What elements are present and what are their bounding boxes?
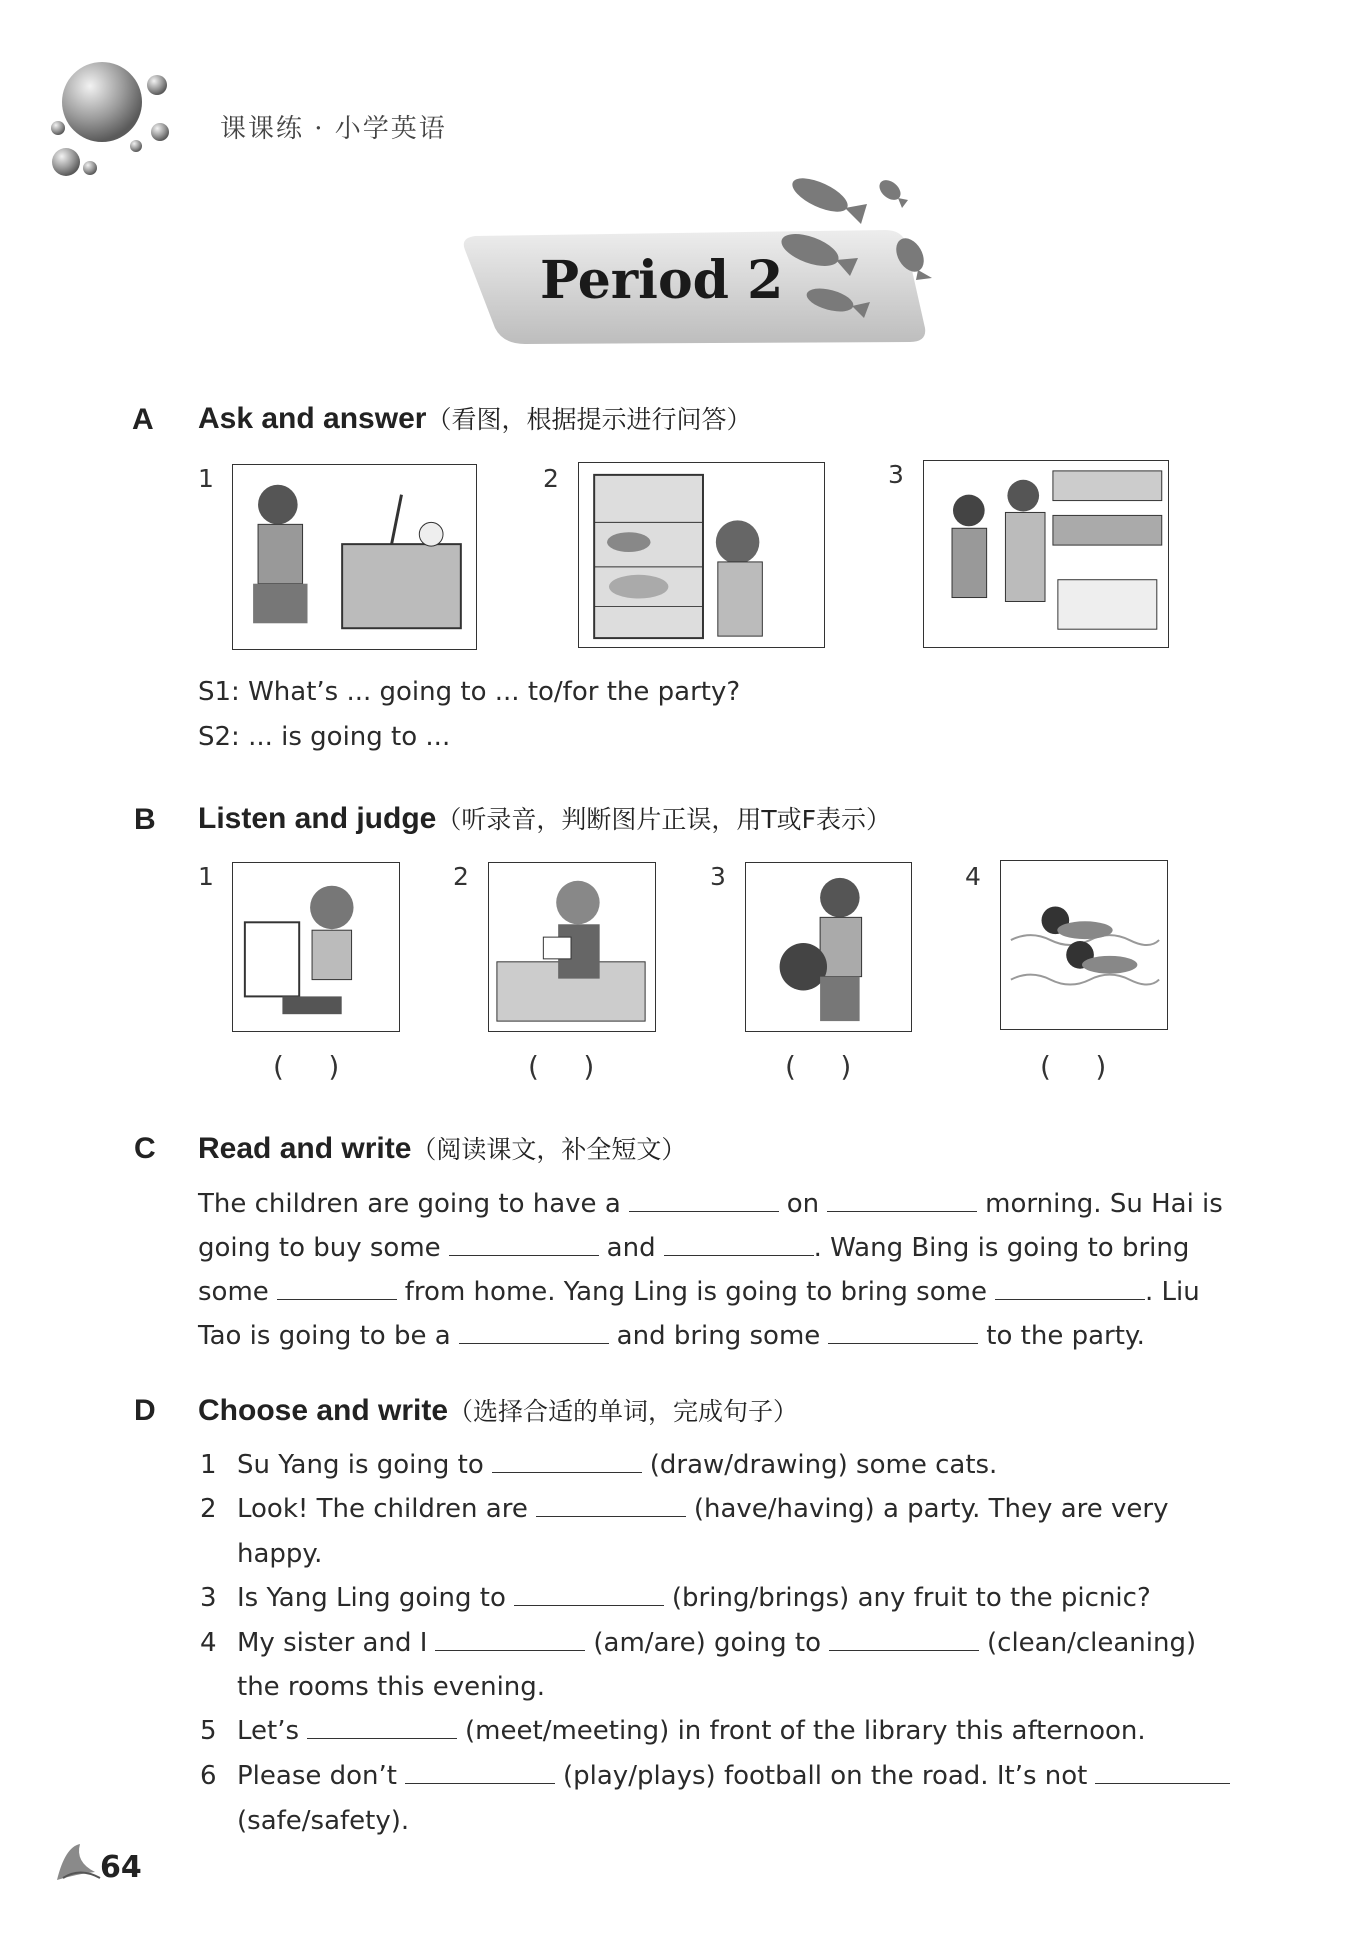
section-c-letter: C <box>134 1132 156 1165</box>
section-d-note: （选择合适的单词，完成句子） <box>448 1397 799 1426</box>
item-text: happy. <box>237 1539 323 1569</box>
passage-text: Tao is going to be a <box>198 1321 451 1351</box>
book-title: 课课练 · 小学英语 <box>220 114 447 144</box>
passage-text: on <box>786 1189 820 1219</box>
item-text: Is Yang Ling going to <box>237 1583 506 1613</box>
answer-blank[interactable] <box>492 1446 642 1473</box>
picture-a1 <box>232 464 477 650</box>
section-a-note: （看图，根据提示进行问答） <box>426 405 752 434</box>
section-b-heading <box>198 800 891 836</box>
section-d-title: Choose and write <box>198 1394 449 1427</box>
picture-b1 <box>232 862 400 1032</box>
item-number: 2 <box>200 1494 217 1524</box>
exercise-item-continued <box>237 1665 1237 1709</box>
passage-line <box>198 1270 1198 1314</box>
answer-parenthesis[interactable]: ( ) <box>528 1050 595 1083</box>
answer-blank[interactable] <box>827 1185 977 1212</box>
item-text: (have/having) a party. They are very <box>693 1494 1169 1524</box>
section-a-title: Ask and answer <box>198 402 427 435</box>
answer-blank[interactable] <box>629 1185 779 1212</box>
passage-text: and <box>606 1233 656 1263</box>
item-number: 3 <box>200 1583 217 1613</box>
passage-text: morning. Su Hai is <box>985 1189 1223 1219</box>
item-number: 6 <box>200 1761 217 1791</box>
item-text: (draw/drawing) some cats. <box>649 1450 998 1480</box>
exercise-item <box>200 1487 1200 1531</box>
exercise-item <box>200 1576 1200 1620</box>
passage-text: The children are going to have a <box>198 1189 621 1219</box>
answer-parenthesis[interactable]: ( ) <box>785 1050 852 1083</box>
section-b-note: （听录音，判断图片正误，用T或F表示） <box>436 805 892 834</box>
answer-blank[interactable] <box>536 1490 686 1517</box>
item-text: (meet/meeting) in front of the library this afternoon. <box>465 1716 1146 1746</box>
answer-parenthesis[interactable]: ( ) <box>273 1050 340 1083</box>
item-number: 5 <box>200 1716 217 1746</box>
picture-number: 1 <box>198 862 214 891</box>
fish-decoration-icon <box>770 160 950 330</box>
dialogue-line: S1: What’s ... going to ... to/for the party? <box>198 677 741 707</box>
picture-a3 <box>923 460 1169 648</box>
item-text: Su Yang is going to <box>237 1450 484 1480</box>
exercise-item <box>200 1443 1200 1487</box>
answer-blank[interactable] <box>829 1624 979 1651</box>
item-text: (play/plays) football on the road. It’s not <box>563 1761 1088 1791</box>
picture-number: 3 <box>888 460 904 489</box>
passage-text: . Liu <box>1144 1277 1200 1307</box>
item-text: Please don’t <box>237 1761 397 1791</box>
passage-text: . Wang Bing is going to bring <box>813 1233 1190 1263</box>
exercise-item <box>200 1754 1200 1798</box>
exercise-item <box>200 1709 1200 1753</box>
item-text: (clean/cleaning) <box>987 1628 1197 1658</box>
passage-text: from home. Yang Ling is going to bring some <box>404 1277 987 1307</box>
passage-text: and bring some <box>616 1321 821 1351</box>
item-text: (bring/brings) any fruit to the picnic? <box>671 1583 1151 1613</box>
item-text: Look! The children are <box>237 1494 528 1524</box>
answer-blank[interactable] <box>1095 1757 1230 1784</box>
exercise-item <box>200 1621 1200 1665</box>
exercise-item-continued <box>237 1532 1237 1576</box>
picture-number: 2 <box>453 862 469 891</box>
picture-a2 <box>578 462 825 648</box>
passage-text: going to buy some <box>198 1233 441 1263</box>
answer-blank[interactable] <box>277 1273 397 1300</box>
section-c-title: Read and write <box>198 1132 412 1165</box>
item-text: (safe/safety). <box>237 1806 410 1836</box>
item-number: 1 <box>200 1450 217 1480</box>
section-a-letter: A <box>132 403 154 436</box>
item-number: 4 <box>200 1628 217 1658</box>
item-text: (am/are) going to <box>593 1628 822 1658</box>
answer-blank[interactable] <box>664 1229 814 1256</box>
section-b-letter: B <box>134 803 156 836</box>
passage-text: to the party. <box>986 1321 1145 1351</box>
passage-line <box>198 1314 1198 1358</box>
section-c-heading <box>198 1130 686 1166</box>
passage-line <box>198 1182 1223 1226</box>
picture-number: 3 <box>710 862 726 891</box>
section-c-note: （阅读课文，补全短文） <box>411 1135 687 1164</box>
answer-parenthesis[interactable]: ( ) <box>1040 1050 1107 1083</box>
section-d-heading <box>198 1392 798 1428</box>
picture-number: 4 <box>965 862 981 891</box>
dialogue-line: S2: ... is going to ... <box>198 722 451 752</box>
picture-number: 2 <box>543 464 559 493</box>
answer-blank[interactable] <box>459 1317 609 1344</box>
section-a-heading <box>198 400 751 436</box>
answer-blank[interactable] <box>307 1712 457 1739</box>
picture-b3 <box>745 862 912 1032</box>
passage-line <box>198 1226 1198 1270</box>
picture-b4 <box>1000 860 1168 1030</box>
exercise-item-continued <box>237 1799 1237 1843</box>
section-b-title: Listen and judge <box>198 802 437 835</box>
answer-blank[interactable] <box>828 1317 978 1344</box>
period-title: Period 2 <box>540 250 784 311</box>
answer-blank[interactable] <box>995 1273 1145 1300</box>
bubbles-decoration-icon <box>40 50 180 190</box>
item-text: the rooms this evening. <box>237 1672 546 1702</box>
answer-blank[interactable] <box>435 1624 585 1651</box>
item-text: Let’s <box>237 1716 300 1746</box>
answer-blank[interactable] <box>514 1579 664 1606</box>
answer-blank[interactable] <box>405 1757 555 1784</box>
section-d-letter: D <box>134 1394 156 1427</box>
page-number: 64 <box>100 1850 142 1885</box>
leaf-decoration-icon <box>55 1842 105 1882</box>
picture-number: 1 <box>198 464 214 493</box>
picture-b2 <box>488 862 656 1032</box>
item-text: My sister and I <box>237 1628 428 1658</box>
passage-text: some <box>198 1277 269 1307</box>
answer-blank[interactable] <box>449 1229 599 1256</box>
